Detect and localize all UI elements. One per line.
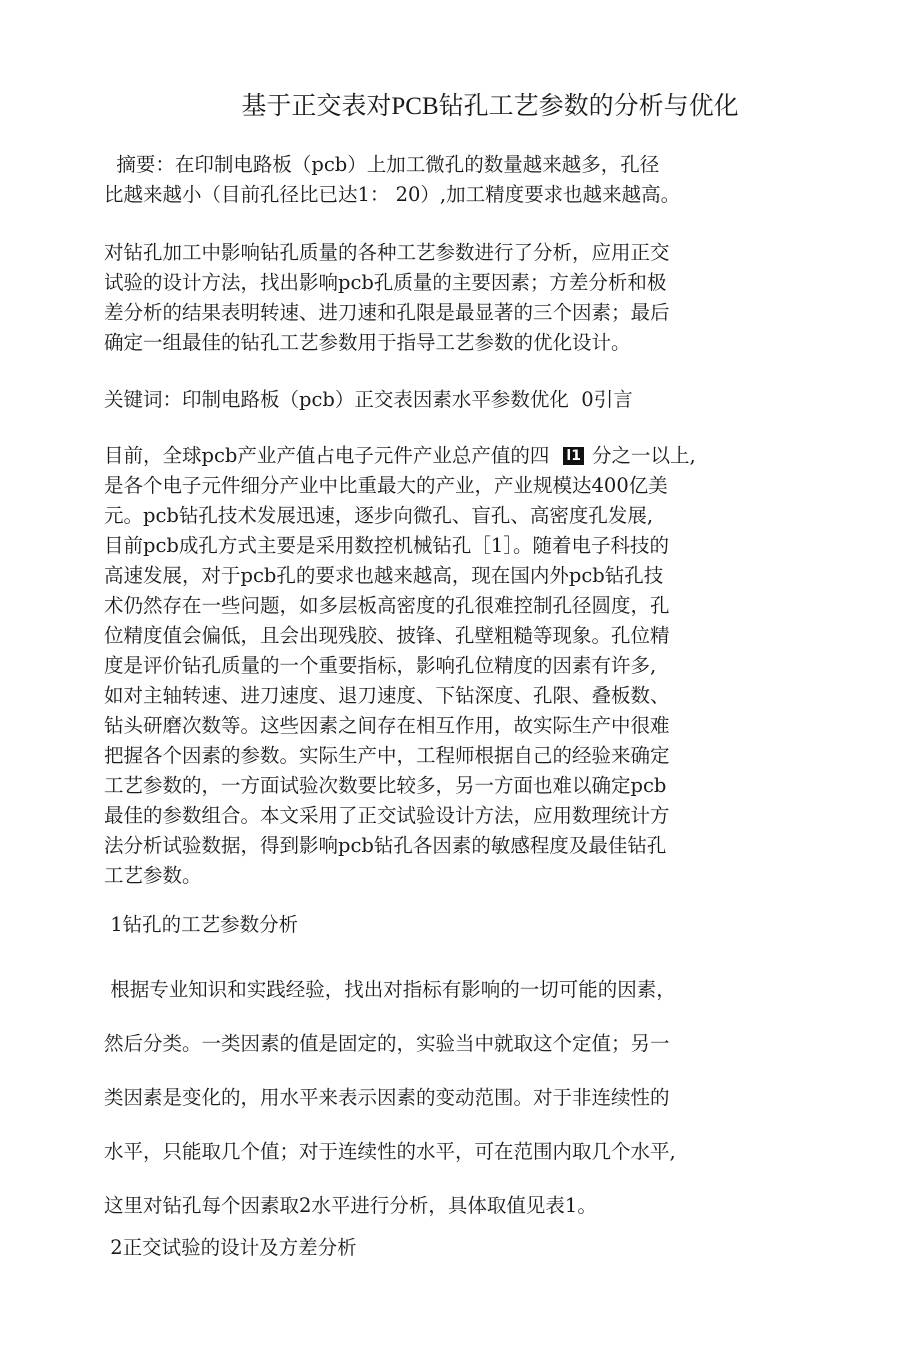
paragraph-line: 元。pcb钻孔技术发展迅速，逐步向微孔、盲孔、高密度孔发展, (104, 504, 654, 527)
paragraph-line: 对钻孔加工中影响钻孔质量的各种工艺参数进行了分析，应用正交 (104, 241, 670, 264)
factor-paragraph (104, 963, 804, 1233)
paragraph-line: 水平，只能取几个值；对于连续性的水平，可在范围内取几个水平, (104, 1140, 676, 1163)
paragraph-line: 类因素是变化的，用水平来表示因素的变动范围。对于非连续性的 (104, 1086, 670, 1109)
paragraph-line: 度是评价钻孔质量的一个重要指标，影响孔位精度的因素有许多, (104, 654, 657, 677)
section-heading-2 (104, 1233, 804, 1263)
paragraph-line: 工艺参数。 (104, 864, 202, 887)
paragraph-line: 法分析试验数据，得到影响pcb钻孔各因素的敏感程度及最佳钻孔 (104, 834, 667, 857)
section-heading-1 (104, 910, 804, 940)
paragraph-line: 位精度值会偏低，且会出现残胶、披锋、孔壁粗糙等现象。孔位精 (104, 624, 670, 647)
abstract-line: 摘要：在印制电路板（pcb）上加工微孔的数量越来越多，孔径 (104, 153, 660, 176)
paragraph-line: 试验的设计方法，找出影响pcb孔质量的主要因素；方差分析和极 (104, 271, 667, 294)
paragraph-line: 术仍然存在一些问题，如多层板高密度的孔很难控制孔径圆度，孔 (104, 594, 670, 617)
abstract (104, 150, 804, 210)
line-text: 分之一以上, (591, 444, 696, 467)
paragraph-line: 钻头研磨次数等。这些因素之间存在相互作用，故实际生产中很难 (104, 714, 670, 737)
paragraph-line: 这里对钻孔每个因素取2水平进行分析，具体取值见表1。 (104, 1194, 597, 1217)
paragraph-line: 最佳的参数组合。本文采用了正交试验设计方法，应用数理统计方 (104, 804, 670, 827)
analysis-paragraph (104, 238, 804, 358)
paragraph-line: 把握各个因素的参数。实际生产中，工程师根据自己的经验来确定 (104, 744, 670, 767)
paragraph-line: 如对主轴转速、进刀速度、退刀速度、下钻深度、孔限、叠板数、 (104, 684, 670, 707)
abstract-line: 比越来越小（目前孔径比已达1： 20）,加工精度要求也越来越高。 (104, 183, 681, 206)
line-text: 目前，全球pcb产业产值占电子元件产业总产值的四 (104, 444, 550, 467)
introduction-paragraph (104, 441, 804, 891)
paragraph-line: 是各个电子元件细分产业中比重最大的产业，产业规模达400亿美 (104, 474, 668, 497)
paragraph-line: 然后分类。一类因素的值是固定的，实验当中就取这个定值；另一 (104, 1032, 670, 1055)
paragraph-line: 差分析的结果表明转速、进刀速和孔限是最显著的三个因素；最后 (104, 301, 670, 324)
section-heading: 1钻孔的工艺参数分析 (104, 913, 299, 936)
paragraph-line: 工艺参数的，一方面试验次数要比较多，另一方面也难以确定pcb (104, 774, 667, 797)
reference-badge: l1 (563, 447, 584, 465)
keywords (104, 385, 804, 415)
paragraph-line: 确定一组最佳的钻孔工艺参数用于指导工艺参数的优化设计。 (104, 331, 631, 354)
paragraph-line: 根据专业知识和实践经验，找出对指标有影响的一切可能的因素， (104, 978, 676, 1001)
paragraph-line: 高速发展，对于pcb孔的要求也越来越高，现在国内外pcb钻孔技 (104, 564, 664, 587)
document-title: 基于正交表对PCB钻孔工艺参数的分析与优化 (241, 93, 739, 120)
paragraph-line: 目前pcb成孔方式主要是采用数控机械钻孔［1］。随着电子科技的 (104, 534, 670, 557)
section-heading: 2正交试验的设计及方差分析 (104, 1236, 357, 1259)
paragraph-line (104, 441, 804, 471)
keywords-line: 关键词：印制电路板（pcb）正交表因素水平参数优化 0引言 (104, 388, 633, 411)
